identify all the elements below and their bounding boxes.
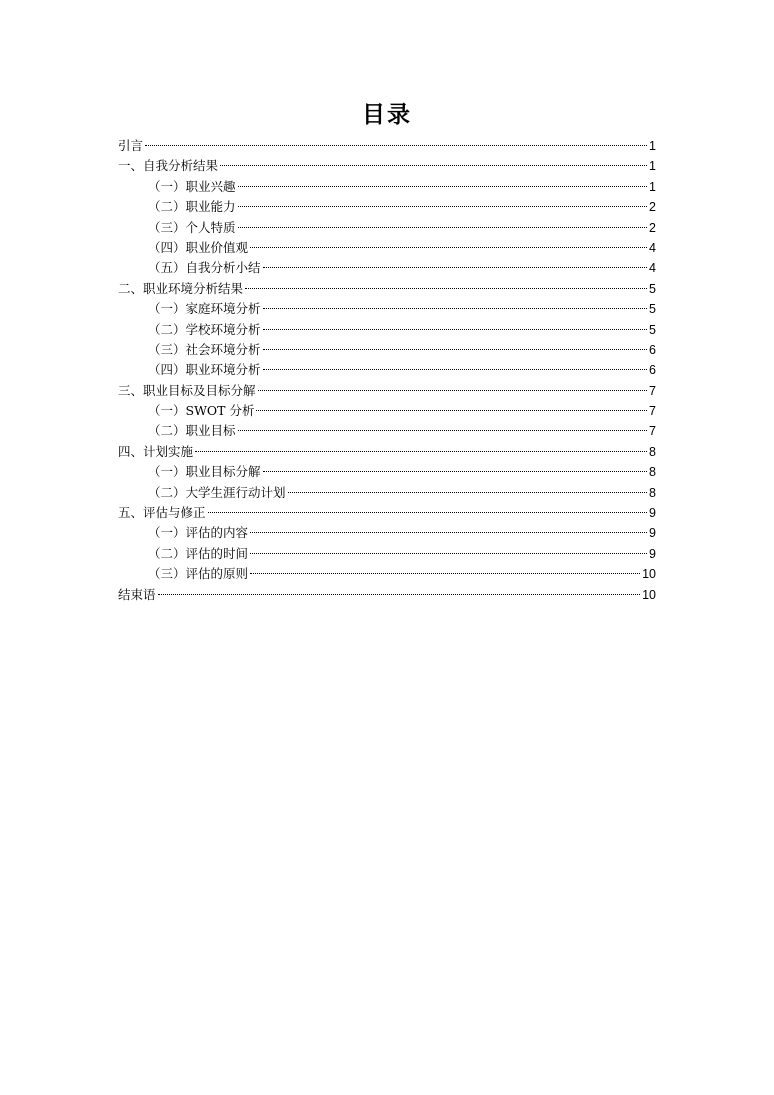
toc-dot-leader <box>250 573 640 574</box>
toc-entry-label: 四、计划实施 <box>118 443 194 459</box>
toc-entry-label: （三）个人特质 <box>148 219 236 235</box>
toc-entry[interactable] <box>118 442 656 462</box>
toc-entry[interactable] <box>118 177 656 197</box>
toc-entry[interactable] <box>118 503 656 523</box>
toc-entry-page-number: 8 <box>649 465 656 480</box>
toc-entry-label: （一）评估的内容 <box>148 525 249 541</box>
toc-dot-leader <box>263 308 648 309</box>
toc-entry[interactable] <box>118 136 656 156</box>
toc-entry[interactable] <box>118 381 656 401</box>
toc-entry-label: （四）职业价值观 <box>148 239 249 255</box>
toc-dot-leader <box>158 594 641 595</box>
toc-entry-page-number: 1 <box>649 159 656 174</box>
toc-entry-label: 五、评估与修正 <box>118 505 206 521</box>
toc-entry-page-number: 5 <box>649 322 656 337</box>
toc-dot-leader <box>256 410 647 411</box>
toc-entry-label: （二）大学生涯行动计划 <box>148 484 286 500</box>
toc-entry-label: （一）职业目标分解 <box>148 464 261 480</box>
toc-entry-page-number: 10 <box>642 587 656 602</box>
toc-entry-page-number: 5 <box>649 302 656 317</box>
toc-entry-label: 结束语 <box>118 586 156 602</box>
toc-dot-leader <box>238 206 648 207</box>
toc-entry-label: （一）SWOT 分析 <box>148 403 255 419</box>
toc-entry-page-number: 9 <box>649 506 656 521</box>
toc-entry[interactable] <box>118 523 656 543</box>
toc-dot-leader <box>250 532 647 533</box>
toc-entry-page-number: 9 <box>649 526 656 541</box>
toc-entry[interactable] <box>118 564 656 584</box>
toc-entry-label: （二）职业目标 <box>148 423 236 439</box>
toc-entry[interactable] <box>118 156 656 176</box>
toc-entry-label: 二、职业环境分析结果 <box>118 280 244 296</box>
toc-dot-leader <box>195 451 647 452</box>
table-of-contents <box>118 136 656 605</box>
toc-entry-page-number: 2 <box>649 200 656 215</box>
toc-entry-label: （二）评估的时间 <box>148 545 249 561</box>
toc-entry-label: 三、职业目标及目标分解 <box>118 382 256 398</box>
toc-dot-leader <box>238 227 648 228</box>
toc-dot-leader <box>258 390 648 391</box>
toc-entry[interactable] <box>118 279 656 299</box>
toc-entry-page-number: 8 <box>649 485 656 500</box>
toc-entry-label: （一）家庭环境分析 <box>148 301 261 317</box>
toc-entry-page-number: 5 <box>649 281 656 296</box>
toc-entry-page-number: 9 <box>649 546 656 561</box>
toc-entry-page-number: 1 <box>649 139 656 153</box>
toc-entry-page-number: 6 <box>649 363 656 378</box>
toc-entry-label: 引言 <box>118 138 144 153</box>
toc-entry-label: （二）职业能力 <box>148 199 236 215</box>
toc-dot-leader <box>263 349 648 350</box>
toc-entry[interactable] <box>118 197 656 217</box>
toc-dot-leader <box>245 288 647 289</box>
toc-entry[interactable] <box>118 320 656 340</box>
toc-entry[interactable] <box>118 585 656 605</box>
toc-dot-leader <box>145 145 647 146</box>
toc-title: 目录 <box>362 102 412 128</box>
toc-entry[interactable] <box>118 360 656 380</box>
toc-entry-page-number: 1 <box>649 179 656 194</box>
toc-entry[interactable] <box>118 238 656 258</box>
toc-entry[interactable] <box>118 401 656 421</box>
toc-entry-page-number: 4 <box>649 240 656 255</box>
toc-entry-page-number: 10 <box>642 567 656 582</box>
toc-entry[interactable] <box>118 218 656 238</box>
toc-dot-leader <box>263 369 648 370</box>
toc-entry-page-number: 7 <box>649 404 656 419</box>
toc-entry-page-number: 7 <box>649 424 656 439</box>
toc-dot-leader <box>208 512 648 513</box>
toc-entry-label: 一、自我分析结果 <box>118 158 219 174</box>
toc-dot-leader <box>238 430 648 431</box>
toc-entry-page-number: 7 <box>649 383 656 398</box>
toc-entry[interactable] <box>118 258 656 278</box>
toc-entry-page-number: 4 <box>649 261 656 276</box>
toc-dot-leader <box>288 492 648 493</box>
toc-dot-leader <box>250 553 647 554</box>
toc-entry[interactable] <box>118 340 656 360</box>
toc-entry-label: （三）社会环境分析 <box>148 341 261 357</box>
toc-entry-page-number: 8 <box>649 444 656 459</box>
toc-entry[interactable] <box>118 544 656 564</box>
toc-entry[interactable] <box>118 299 656 319</box>
toc-dot-leader <box>238 186 648 187</box>
toc-entry-label: （一）职业兴趣 <box>148 178 236 194</box>
toc-entry-label: （三）评估的原则 <box>148 566 249 582</box>
toc-dot-leader <box>263 471 648 472</box>
toc-dot-leader <box>220 165 647 166</box>
toc-entry-label: （四）职业环境分析 <box>148 362 261 378</box>
toc-entry[interactable] <box>118 462 656 482</box>
toc-entry[interactable] <box>118 483 656 503</box>
toc-entry[interactable] <box>118 421 656 441</box>
toc-entry-page-number: 2 <box>649 220 656 235</box>
toc-dot-leader <box>263 267 648 268</box>
toc-entry-label: （五）自我分析小结 <box>148 260 261 276</box>
toc-dot-leader <box>263 329 648 330</box>
toc-entry-label: （二）学校环境分析 <box>148 321 261 337</box>
toc-entry-page-number: 6 <box>649 342 656 357</box>
toc-dot-leader <box>250 247 647 248</box>
